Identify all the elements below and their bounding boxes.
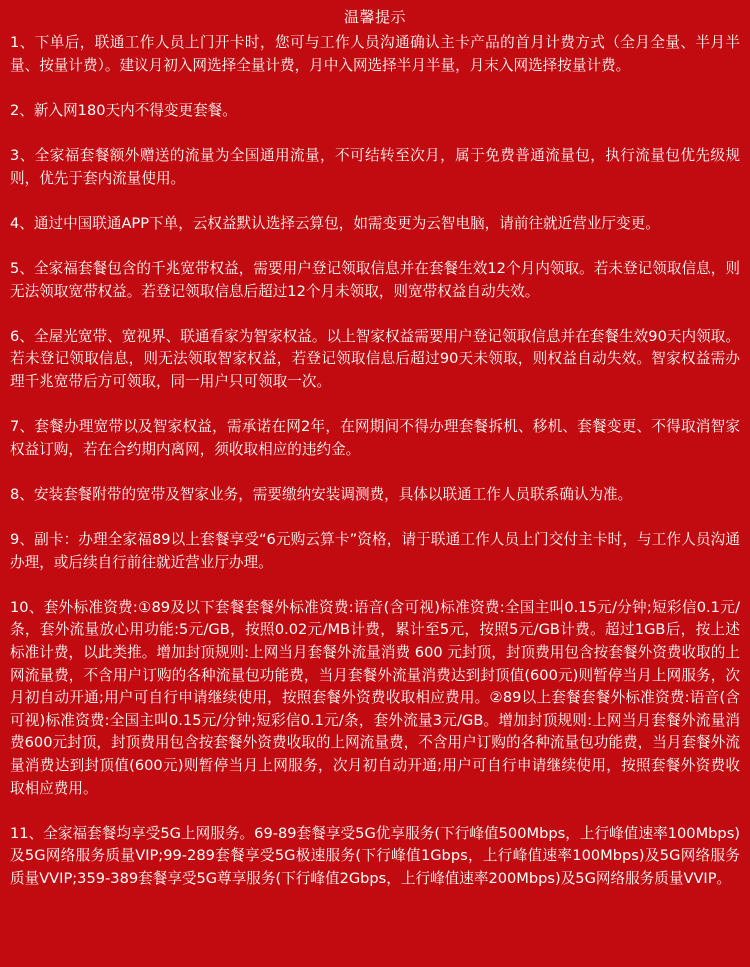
notice-item-9: 9、副卡：办理全家福89以上套餐享受“6元购云算卡”资格，请于联通工作人员上门交付主卡时，与工作人员沟通办理，或后续自行前往就近营业厅办理。 — [10, 531, 740, 571]
notice-item-3: 3、全家福套餐额外赠送的流量为全国通用流量，不可结转至次月，属于免费普通流量包，执行流量包优先级规则，优先于套内流量使用。 — [10, 146, 740, 187]
notice-item-8: 8、安装套餐附带的宽带及智家业务，需要缴纳安装调测费，具体以联通工作人员联系确认为准。 — [10, 485, 633, 503]
page-title: 温馨提示 — [343, 8, 406, 26]
notice-item-2: 2、新入网180天内不得变更套餐。 — [10, 101, 237, 119]
notice-item-7: 7、套餐办理宽带以及智家权益，需承诺在网2年，在网期间不得办理套餐拆机、移机、套餐变更、不得取消智家权益订购，若在合约期内离网，须收取相应的违约金。 — [10, 418, 740, 458]
notice-item-4: 4、通过中国联通APP下单，云权益默认选择云算包，如需变更为云智电脑，请前往就近营业厅变更。 — [10, 214, 660, 232]
notice-item-5: 5、全家福套餐包含的千兆宽带权益，需要用户登记领取信息并在套餐生效12个月内领取。若未登记领取信息，则无法领取宽带权益。若登记领取信息后超过12个月未领取，则宽带权益自动失效。 — [10, 259, 740, 300]
notice-item-6: 6、全屋光宽带、宽视界、联通看家为智家权益。以上智家权益需要用户登记领取信息并在套餐生效90天内领取。若未登记领取信息，则无法领取智家权益，若登记领取信息后超过90天未领取，则权益自动失效。智家权益需办理千兆宽带后方可领取，同一用户只可领取一次。 — [10, 327, 740, 390]
notice-item-1: 1、下单后，联通工作人员上门开卡时，您可与工作人员沟通确认主卡产品的首月计费方式（全月全量、半月半量、按量计费）。建议月初入网选择全量计费，月中入网选择半月半量，月末入网选择按量计费。 — [10, 34, 740, 74]
notice-item-11: 11、全家福套餐均享受5G上网服务。69-89套餐享受5G优享服务(下行峰值500Mbps，上行峰值速率100Mbps)及5G网络服务质量VIP;99-289套餐享受5G极速服务(下行峰值1Gbps，上行峰值速率100Mbps)及5G网络服务质量VVIP;359-389套餐享受5G尊享服务(下行峰值2Gbps，上行峰值速率200Mbps)及5G网络服务质量VVIP。 — [10, 824, 740, 887]
notice-item-10: 10、套外标准资费:①89及以下套餐套餐外标准资费:语音(含可视)标准资费:全国主叫0.15元/分钟;短彩信0.1元/条，套外流量放心用功能:5元/GB，按照0.02元/MB计费，累计至5元，按照5元/GB计费。超过1GB后，按上述标准计费，以此类推。增加封顶规则:上网当月套餐外流量消费 600 元封顶，封顶费用包含按套餐外资费收取的上网流量费，不含用户订购的各种流量包功能费，当月套餐外流量消费达到封顶值(600元)则暂停当月上网服务，次月初自动开通;用户可自行申请继续使用，按照套餐外资费收取相应费用。②89以上套餐套餐外标准资费:语音(含可视)标准资费:全国主叫0.15元/分钟;短彩信0.1元/条，套外流量3元/GB。增加封顶规则:上网当月套餐外流量消费600元封顶，封顶费用包含按套餐外资费收取的上网流量费，不含用户订购的各种流量包功能费，当月套餐外流量消费达到封顶值(600元)则暂停当月上网服务，次月初自动开通;用户可自行申请继续使用，按照套餐外资费收取相应费用。 — [10, 598, 740, 797]
